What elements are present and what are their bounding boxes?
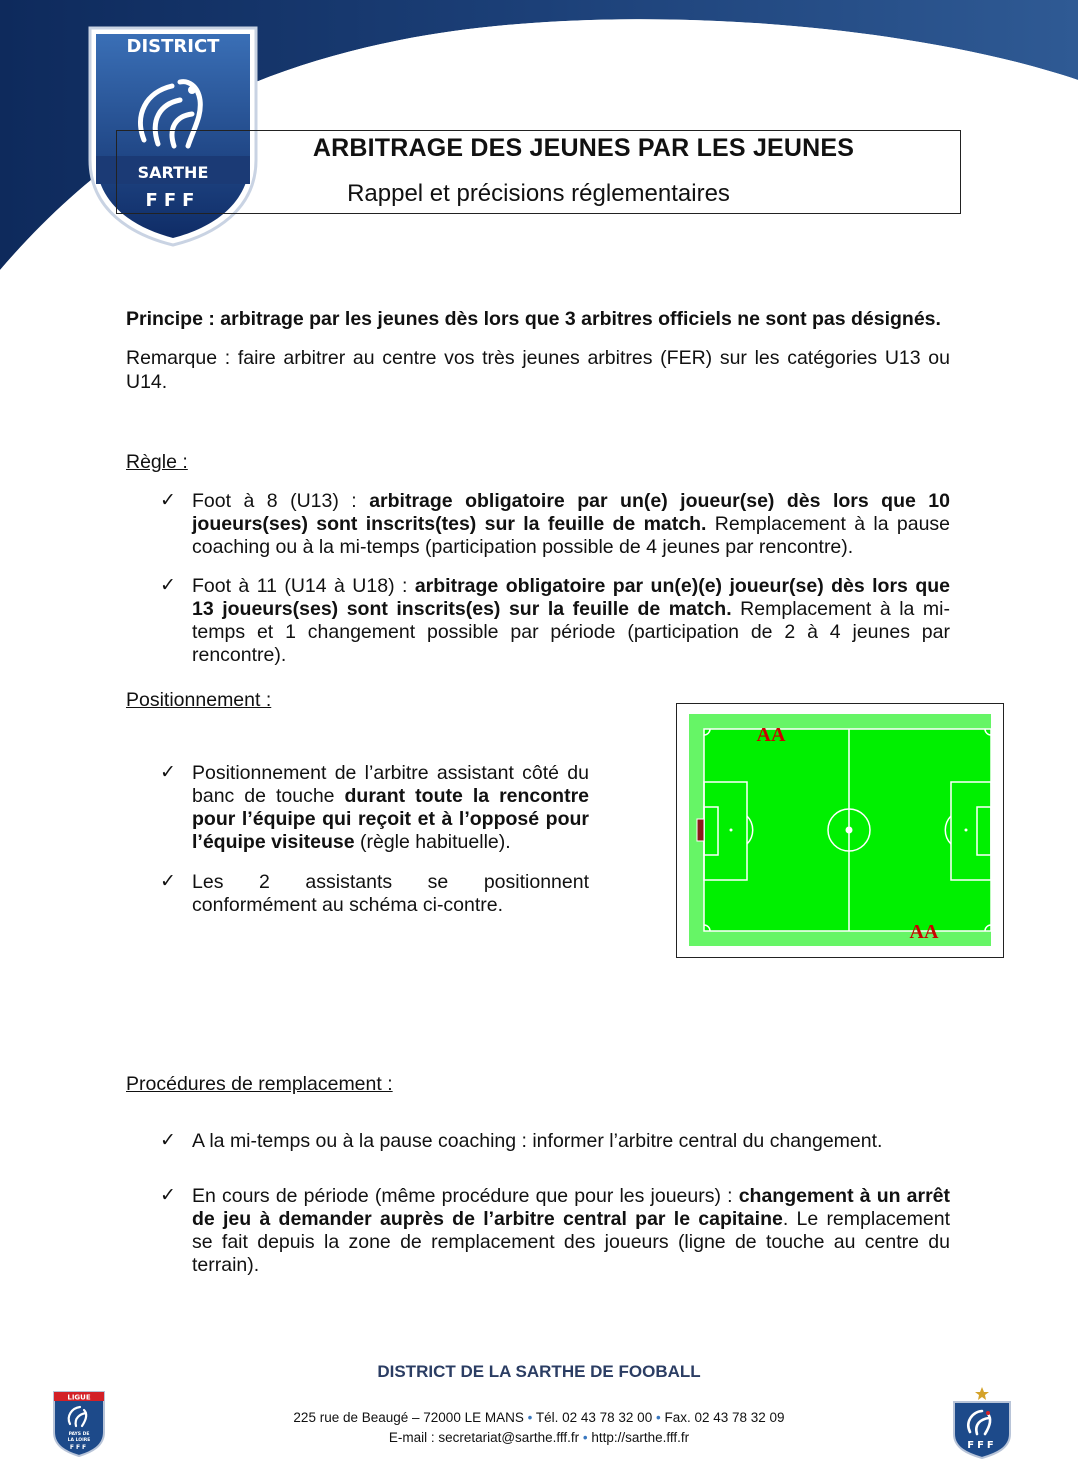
footer-contact-line <box>0 1430 1078 1445</box>
replacement-item-2-l1-normal: En cours de période (même procédure que pour les joueurs) : <box>192 1185 733 1207</box>
ligue-logo-mid1: PAYS DE <box>68 1432 90 1437</box>
principle-text: Principe : arbitrage par les jeunes dès lors que 3 arbitres officiels ne sont pas désignés. <box>126 308 941 330</box>
remark-line-1: Remarque : faire arbitrer au centre vos très jeunes arbitres (FER) sur les catégories U13 ou <box>126 347 950 369</box>
rule-item-1-check-icon: ✓ <box>160 490 176 511</box>
ligue-logo-bottom: FFF <box>69 1444 89 1451</box>
footer-bullet: • <box>582 1430 588 1445</box>
football-pitch <box>677 704 1003 957</box>
positioning-heading: Positionnement : <box>126 689 272 711</box>
replacement-item-1-check-icon: ✓ <box>160 1130 176 1151</box>
rule-heading: Règle : <box>126 451 188 473</box>
positioning-item-2-check-icon: ✓ <box>160 871 176 892</box>
positioning-item-2 <box>192 871 589 917</box>
positioning-item-1-l2-bold: durant toute la rencontre <box>344 785 590 807</box>
footer-title: DISTRICT DE LA SARTHE DE FOOBALL <box>377 1362 701 1381</box>
fff-logo-text: FFF <box>967 1440 997 1451</box>
footer-email[interactable]: E-mail : secretariat@sarthe.fff.fr <box>388 1430 580 1445</box>
footer-fax: Fax. 02 43 78 32 09 <box>664 1410 785 1425</box>
assistant-label-top: AA <box>756 724 786 746</box>
replacement-item-2-l2-normal: . Le remplacement <box>782 1208 950 1230</box>
rule-item-2-l2-normal: Remplacement à la mi- <box>740 598 950 620</box>
rule-item-2-l2-bold: 13 joueurs(ses) sont inscrits(es) sur la feuille de match. <box>192 598 732 620</box>
replacement-item-2-l2-bold: de jeu à demander auprès de l’arbitre central par le capitaine <box>192 1208 783 1230</box>
left-penalty-spot <box>730 829 733 832</box>
fff-logo <box>948 1386 1016 1460</box>
footer-web[interactable]: http://sarthe.fff.fr <box>591 1430 690 1445</box>
replacement-item-1: A la mi-temps ou à la pause coaching : informer l’arbitre central du changement. <box>192 1130 883 1152</box>
title-box <box>116 130 961 214</box>
replacement-item-2-check-icon: ✓ <box>160 1185 176 1206</box>
rule-item-2-l4: rencontre). <box>192 644 287 666</box>
ligue-logo-mid2: LA LOIRE <box>67 1438 91 1443</box>
logo-band-text: SARTHE <box>137 163 209 182</box>
assistant-label-bottom: AA <box>909 921 939 943</box>
rule-item-2 <box>192 575 950 667</box>
rule-item-1-l1-normal: Foot à 8 (U13) : <box>192 490 357 512</box>
rule-item-2-l1-normal: Foot à 11 (U14 à U18) : <box>192 575 408 597</box>
footer-address-line <box>0 1410 1078 1425</box>
page-subtitle: Rappel et précisions réglementaires <box>347 180 730 207</box>
positioning-item-1-check-icon: ✓ <box>160 762 176 783</box>
rule-item-1-l2-bold: joueurs(ses) sont inscrits(tes) sur la feuille de match. <box>192 513 707 535</box>
positioning-item-1 <box>192 762 589 854</box>
footer-tel: Tél. 02 43 78 32 00 <box>535 1410 653 1425</box>
replacement-item-2-l1-bold: changement à un arrêt <box>738 1185 951 1207</box>
positioning-item-1-l4-normal: (règle habituelle). <box>359 831 511 853</box>
referee-bench-marker <box>697 819 704 841</box>
positioning-item-2-l1: Les 2 assistants se positionnent <box>192 871 589 893</box>
remark-line-2: U14. <box>126 371 168 393</box>
positioning-item-1-l2-normal: banc de touche <box>192 785 335 807</box>
positioning-item-1-l4-bold: l’équipe visiteuse <box>192 831 355 853</box>
logo-top-text: DISTRICT <box>126 36 220 57</box>
footer-bullet: • <box>655 1410 661 1425</box>
footer-address: 225 rue de Beaugé – 72000 LE MANS <box>293 1410 524 1425</box>
positioning-item-2-l2: conformément au schéma ci-contre. <box>192 894 504 916</box>
logo-bottom-text: FFF <box>145 190 201 211</box>
footer-bullet: • <box>527 1410 533 1425</box>
page-title: ARBITRAGE DES JEUNES PAR LES JEUNES <box>312 134 855 162</box>
positioning-item-1-l3-bold: pour l’équipe qui reçoit et à l’opposé pour <box>192 808 589 830</box>
ligue-pays-de-la-loire-logo <box>50 1388 108 1458</box>
center-spot <box>846 827 853 834</box>
rule-item-1-l1-bold: arbitrage obligatoire par un(e) joueur(se) dès lors que 10 <box>369 490 950 512</box>
positioning-item-1-l1: Positionnement de l’arbitre assistant côté du <box>192 762 589 784</box>
assistant-position-diagram <box>676 703 1004 958</box>
replacement-heading: Procédures de remplacement : <box>126 1073 393 1095</box>
rule-item-2-check-icon: ✓ <box>160 575 176 596</box>
rule-item-1-l3: coaching ou à la mi-temps (participation possible de 4 jeunes par rencontre). <box>192 536 854 558</box>
rule-item-2-l1-bold: arbitrage obligatoire par un(e)(e) joueur(se) dès lors que <box>414 575 950 597</box>
ligue-logo-top-text: LIGUE <box>67 1393 91 1402</box>
right-penalty-spot <box>965 829 968 832</box>
replacement-item-2 <box>192 1185 950 1277</box>
rule-item-1-l2-normal: Remplacement à la pause <box>714 513 951 535</box>
rule-item-2-l3: temps et 1 changement possible par période (participation de 2 à 4 jeunes par <box>192 621 950 643</box>
rule-item-1 <box>192 490 950 559</box>
star-icon <box>975 1387 989 1400</box>
replacement-item-2-l4: terrain). <box>192 1254 260 1276</box>
replacement-item-2-l3: se fait depuis la zone de remplacement des joueurs (ligne de touche au centre du <box>192 1231 950 1253</box>
